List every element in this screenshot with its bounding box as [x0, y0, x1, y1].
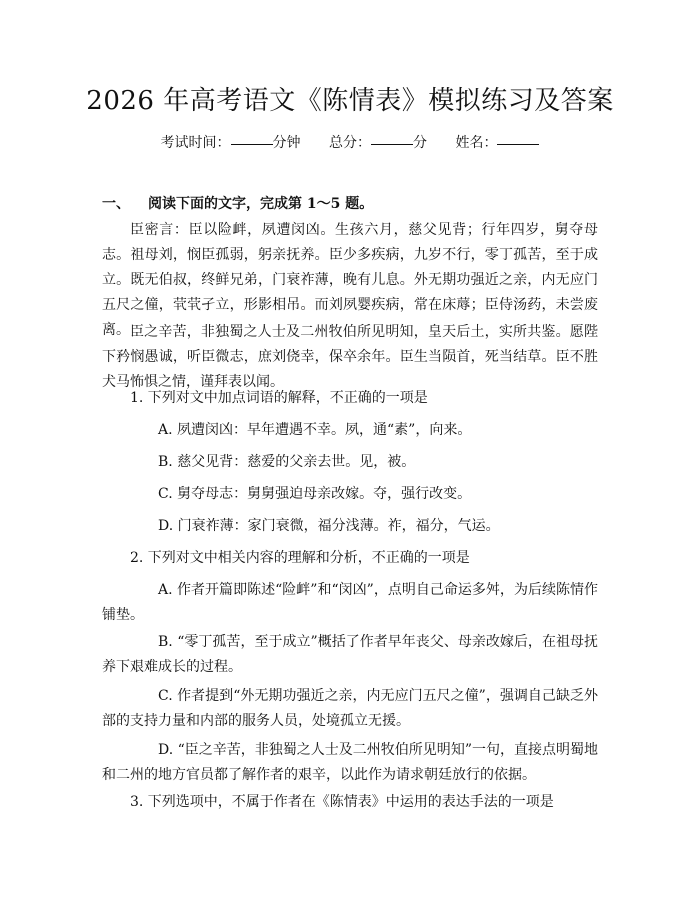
section-number: 一、 — [102, 196, 130, 212]
total-score-label: 总分： — [329, 135, 371, 151]
question-2-option-b: B. “零丁孤苦，至于成立”概括了作者早年丧父、母亲改嫁后，在祖母抚养下艰难成长的过程。 — [102, 634, 598, 675]
total-score-unit: 分 — [413, 135, 427, 151]
exam-time-label: 考试时间： — [160, 135, 231, 151]
name-label: 姓名： — [455, 135, 498, 151]
question-1-option-a: A. 夙遭闵凶：早年遭遇不幸。夙，通“素”，向来。 — [158, 422, 472, 438]
question-1-option-d: D. 门衰祚薄：家门衰微，福分浅薄。祚，福分，气运。 — [158, 518, 500, 534]
section-heading — [102, 193, 373, 213]
question-2-option-d: D. “臣之辛苦，非独蜀之人士及二州牧伯所见明知”一句，直接点明蜀地和二州的地方官员都了解作者的艰辛，以此作为请求朝廷放行的依据。 — [102, 742, 598, 783]
passage-paragraph-2: 臣之辛苦，非独蜀之人士及二州牧伯所见明知，皇天后土，实所共鉴。愿陛下矜悯愚诚，听臣微志，庶刘侥幸，保卒余年。臣生当陨首，死当结草。臣不胜犬马怖惧之情，谨拜表以闻。 — [102, 324, 598, 390]
question-2-stem: 2. 下列对文中相关内容的理解和分析，不正确的一项是 — [130, 550, 470, 566]
question-2-option-c: C. 作者提到“外无期功强近之亲，内无应门五尺之僮”，强调自己缺乏外部的支持力量和内部的服务人员，处境孤立无援。 — [102, 688, 598, 729]
exam-time-blank[interactable] — [231, 144, 273, 145]
exam-time-field — [161, 135, 301, 151]
passage-paragraph-1: 臣密言：臣以险衅，夙遭闵凶。生孩六月，慈父见背；行年四岁，舅夺母志。祖母刘，悯臣孤弱，躬亲抚养。臣少多疾病，九岁不行，零丁孤苦，至于成立。既无伯叔，终鲜兄弟，门衰祚薄，晚有儿息。外无期功强近之亲，内无应门五尺之僮，茕茕孑立，形影相吊。而刘夙婴疾病，常在床蓐；臣侍汤药，未尝废离。 — [102, 222, 598, 338]
exam-meta — [0, 132, 700, 152]
total-score-blank[interactable] — [371, 144, 413, 145]
total-score-field — [329, 135, 427, 151]
name-field — [455, 135, 539, 151]
exam-time-unit: 分钟 — [272, 135, 301, 151]
page-title: 2026 年高考语文《陈情表》模拟练习及答案 — [86, 86, 614, 116]
question-1-stem: 1. 下列对文中加点词语的解释，不正确的一项是 — [130, 390, 428, 406]
question-1-option-c: C. 舅夺母志：舅舅强迫母亲改嫁。夺，强行改变。 — [158, 486, 472, 502]
question-2-option-a: A. 作者开篇即陈述“险衅”和“闵凶”，点明自己命运多舛，为后续陈情作铺垫。 — [102, 582, 598, 623]
question-3-stem: 3. 下列选项中，不属于作者在《陈情表》中运用的表达手法的一项是 — [130, 794, 554, 810]
question-1-option-b: B. 慈父见背：慈爱的父亲去世。见，被。 — [158, 454, 416, 470]
section-instruction: 阅读下面的文字，完成第 1～5 题。 — [148, 196, 374, 212]
name-blank[interactable] — [497, 144, 539, 145]
